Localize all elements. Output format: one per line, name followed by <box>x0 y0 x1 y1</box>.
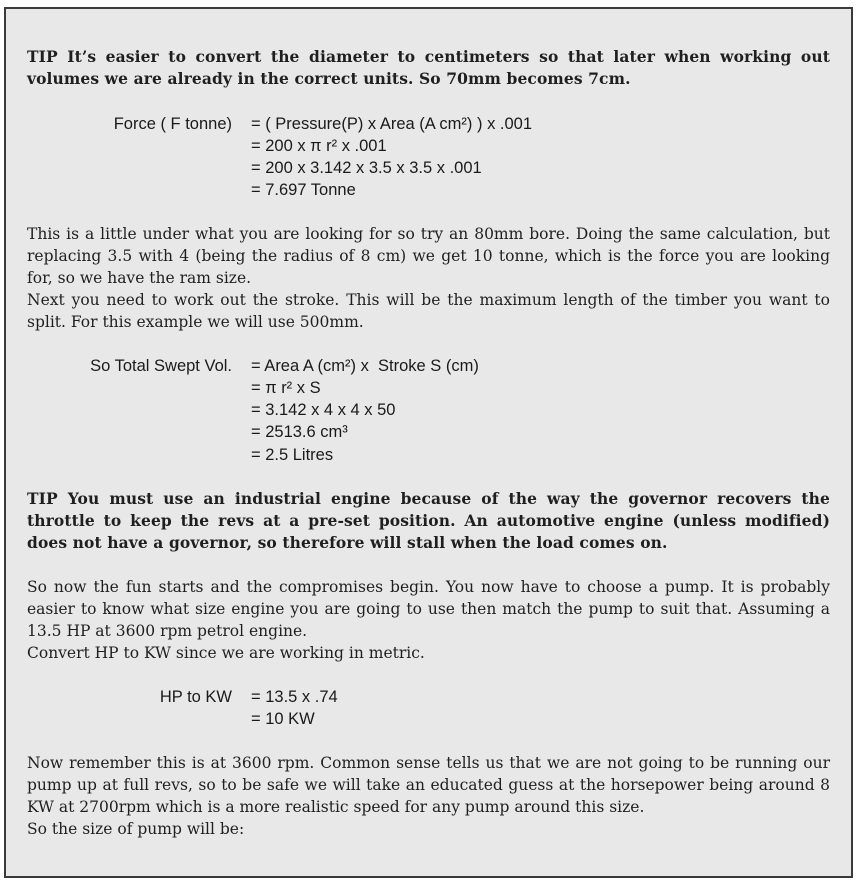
paragraph-convert: Convert HP to KW since we are working in metric. <box>27 644 425 662</box>
paragraph-stroke: Next you need to work out the stroke. This will be the maximum length of the timber you want to split. For this example we will use 500mm. <box>27 291 830 331</box>
force-line: = 200 x 3.142 x 3.5 x 3.5 x .001 <box>251 159 482 177</box>
paragraph-revs: Now remember this is at 3600 rpm. Common sense tells us that we are not going to be running our pump up at full revs, so to be safe we will take an educated guess at the horsepower being around 8 KW at 2700rpm which is a more realistic speed for any pump around this size. <box>27 754 830 816</box>
paragraph-bore: This is a little under what you are looking for so try an 80mm bore. Doing the same calculation, but replacing 3.5 with 4 (being the radius of 8 cm) we get 10 tonne, which is the force you are looking for, so we have the ram size. <box>27 225 830 287</box>
force-line: = 7.697 Tonne <box>251 181 356 199</box>
volume-label: So Total Swept Vol. <box>90 357 232 375</box>
volume-line: = 2.5 Litres <box>251 446 334 464</box>
tip-convert-units: TIP It’s easier to convert the diameter to centimeters so that later when working out volumes we are already in the correct units. So 70mm becomes 7cm. <box>27 47 830 88</box>
hp-line: = 13.5 x .74 <box>251 688 338 706</box>
volume-line: = Area A (cm²) x Stroke S (cm) <box>251 357 479 375</box>
tip-industrial-engine: TIP You must use an industrial engine because of the way the governor recovers the throttle to keep the revs at a pre-set position. An automotive engine (unless modified) does not have a governor, so therefore will stall when the load comes on. <box>27 489 830 552</box>
hp-label: HP to KW <box>159 688 232 706</box>
paragraph-pump: So now the fun starts and the compromises begin. You now have to choose a pump. It is probably easier to know what size engine you are going to use then match the pump to suit that. Assuming a 13.5 HP at 3600 rpm petrol engine. <box>27 578 830 640</box>
volume-line: = 2513.6 cm³ <box>251 423 348 441</box>
force-line: = ( Pressure(P) x Area (A cm²) ) x .001 <box>251 115 533 133</box>
force-label: Force ( F tonne) <box>113 115 232 133</box>
force-line: = 200 x π r² x .001 <box>251 137 387 155</box>
document-frame <box>4 7 853 878</box>
hp-line: = 10 KW <box>251 710 315 728</box>
paragraph-pump-size: So the size of pump will be: <box>27 820 245 838</box>
volume-line: = 3.142 x 4 x 4 x 50 <box>251 401 396 419</box>
volume-line: = π r² x S <box>251 379 321 397</box>
